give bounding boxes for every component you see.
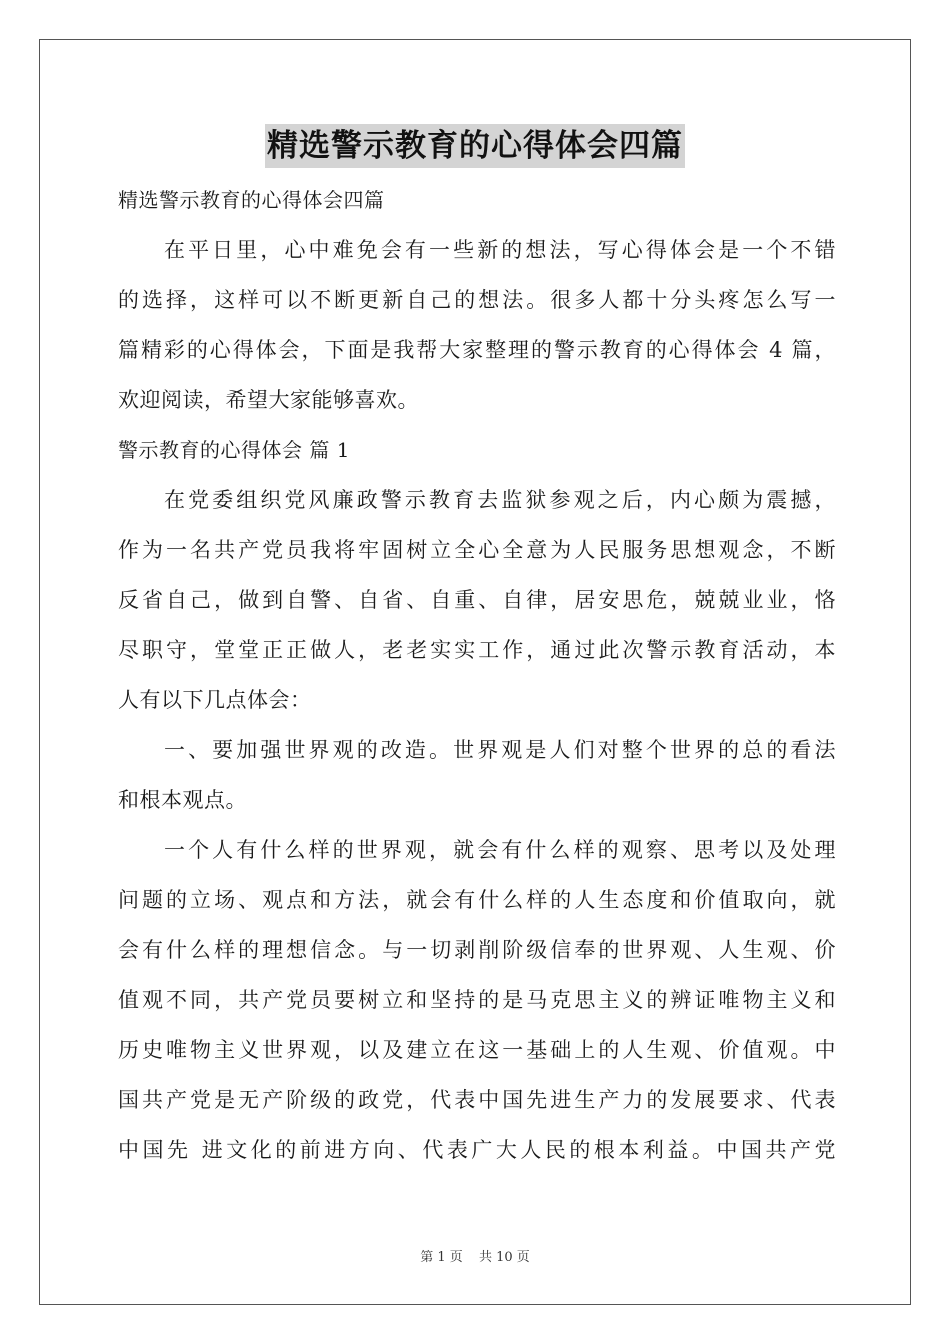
text-line: 人有以下几点体会： bbox=[118, 688, 312, 712]
text-line: 一、要加强世界观的改造。世界观是人们对整个世界的总的看法 bbox=[164, 738, 836, 762]
title-container bbox=[0, 124, 950, 168]
page-total: 共 10 页 bbox=[478, 1250, 530, 1265]
text-line: 作为一名共产党员我将牢固树立全心全意为人民服务思想观念，不断 bbox=[118, 538, 836, 562]
text-line: 反省自己，做到自警、自省、自重、自律，居安思危，兢兢业业，恪 bbox=[118, 588, 836, 612]
text-line: 中国先 进文化的前进方向、代表广大人民的根本利益。中国共产党 bbox=[118, 1138, 836, 1162]
text-line: 会有什么样的理想信念。与一切剥削阶级信奉的世界观、人生观、价 bbox=[118, 938, 836, 962]
section-heading: 精选警示教育的心得体会四篇 bbox=[118, 188, 385, 212]
document-title: 精选警示教育的心得体会四篇 bbox=[265, 124, 685, 168]
text-line: 在党委组织党风廉政警示教育去监狱参观之后，内心颇为震撼， bbox=[164, 488, 836, 512]
text-line: 篇精彩的心得体会，下面是我帮大家整理的警示教育的心得体会 4 篇， bbox=[118, 338, 836, 362]
page-footer bbox=[0, 1246, 950, 1265]
text-line: 历史唯物主义世界观，以及建立在这一基础上的人生观、价值观。中 bbox=[118, 1038, 836, 1062]
text-line: 值观不同，共产党员要树立和坚持的是马克思主义的辨证唯物主义和 bbox=[118, 988, 836, 1012]
text-line: 的选择，这样可以不断更新自己的想法。很多人都十分头疼怎么写一 bbox=[118, 288, 836, 312]
text-line: 在平日里，心中难免会有一些新的想法，写心得体会是一个不错 bbox=[164, 238, 836, 262]
section-heading: 警示教育的心得体会 篇 1 bbox=[118, 438, 350, 462]
text-line: 尽职守，堂堂正正做人，老老实实工作，通过此次警示教育活动，本 bbox=[118, 638, 836, 662]
document-body bbox=[118, 180, 836, 1180]
text-line: 国共产党是无产阶级的政党，代表中国先进生产力的发展要求、代表 bbox=[118, 1088, 836, 1112]
text-line: 欢迎阅读，希望大家能够喜欢。 bbox=[118, 388, 419, 412]
text-line: 和根本观点。 bbox=[118, 788, 247, 812]
page-number: 第 1 页 bbox=[420, 1250, 463, 1265]
text-line: 问题的立场、观点和方法，就会有什么样的人生态度和价值取向，就 bbox=[118, 888, 836, 912]
text-line: 一个人有什么样的世界观，就会有什么样的观察、思考以及处理 bbox=[164, 838, 836, 862]
